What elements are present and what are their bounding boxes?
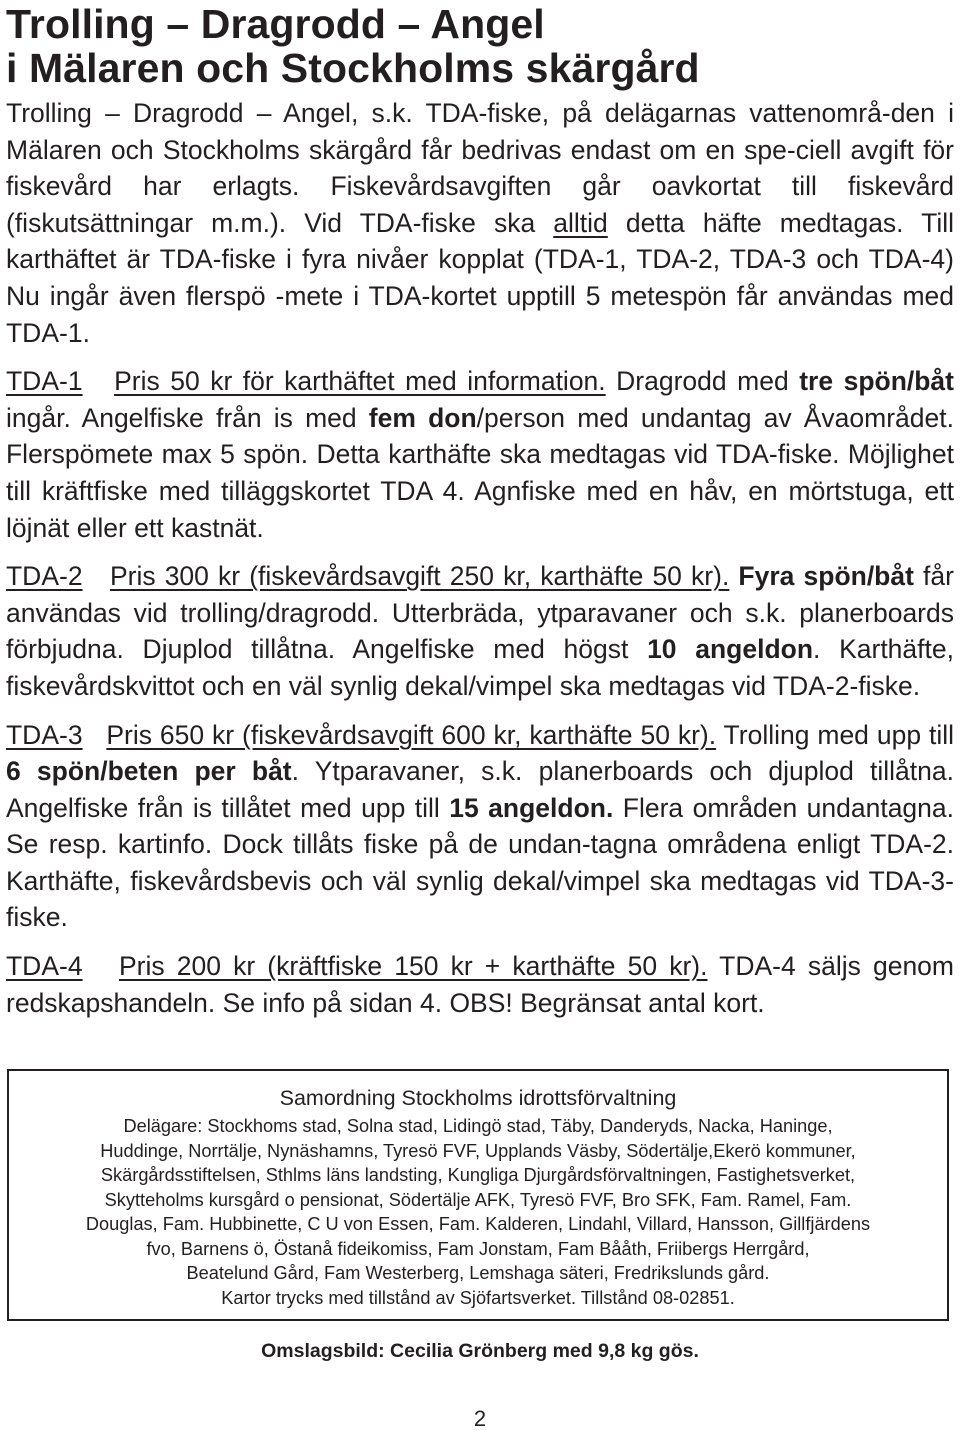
box-line: Kartor trycks med tillstånd av Sjöfartsverket. Tillstånd 08-02851. bbox=[221, 1287, 735, 1308]
alltid-emphasis: alltid bbox=[553, 207, 608, 238]
tda4-label: TDA-4 bbox=[6, 951, 83, 982]
tda3-text-3: Flera områden undantagna. Se resp. kartinfo. Dock tillåts fiske på de undan-tagna områdena enligt TDA-2. Karthäfte, fiskevårdsbevis och väl synlig dekal/vimpel ska medtagas vid TDA-3-fiske. bbox=[6, 792, 955, 933]
tda1-price: Pris 50 kr för karthäftet med information. bbox=[114, 366, 606, 397]
tda2-paragraph bbox=[6, 558, 954, 704]
title-line-1: Trolling – Dragrodd – Angel bbox=[6, 1, 545, 47]
box-line: Douglas, Fam. Hubbinette, C U von Essen, Fam. Kalderen, Lindahl, Villard, Hansson, Gillfjärdens bbox=[85, 1214, 871, 1234]
tda3-paragraph bbox=[6, 717, 954, 937]
tda2-price: Pris 300 kr (fiskevårdsavgift 250 kr, karthäfte 50 kr). bbox=[109, 561, 730, 592]
title-line-2: i Mälaren och Stockholms skärgård bbox=[6, 45, 700, 91]
intro-paragraph bbox=[6, 95, 954, 351]
tda3-price: Pris 650 kr (fiskevårdsavgift 600 kr, karthäfte 50 kr). bbox=[106, 719, 717, 750]
tda3-text-1: Trolling med upp till bbox=[716, 719, 954, 750]
box-line: fvo, Barnens ö, Östanå fideikomiss, Fam Jonstam, Fam Bååth, Friibergs Herrgård, bbox=[146, 1238, 810, 1259]
cover-credit: Omslagsbild: Cecilia Grönberg med 9,8 kg gös. bbox=[261, 1340, 699, 1362]
document-page bbox=[6, 0, 954, 1021]
tda4-price: Pris 200 kr (kräftfiske 150 kr + karthäfte 50 kr). bbox=[118, 951, 708, 982]
coordination-box bbox=[7, 1069, 949, 1321]
box-line: Beatelund Gård, Fam Westerberg, Lemshaga säteri, Fredrikslunds gård. bbox=[186, 1263, 770, 1283]
tda4-text-1: TDA-4 säljs genom redskapshandeln. Se info på sidan 4. OBS! Begränsat antal kort. bbox=[6, 951, 954, 1018]
box-line: Skärgårdsstiftelsen, Sthlms läns landsting, Kungliga Djurgårdsförvaltningen, Fastighetsverket, bbox=[100, 1165, 856, 1185]
tda1-text-1: Dragrodd med bbox=[605, 366, 800, 397]
tda3-label: TDA-3 bbox=[6, 719, 83, 750]
tda1-text-2: ingår. Angelfiske från is med bbox=[6, 402, 369, 433]
tda1-paragraph bbox=[6, 363, 954, 546]
tda3-bold-1: 6 spön/beten per båt bbox=[6, 756, 292, 787]
box-heading: Samordning Stockholms idrottsförvaltning bbox=[279, 1086, 677, 1110]
box-line: Skytteholms kursgård o pensionat, Södertälje AFK, Tyresö FVF, Bro SFK, Fam. Ramel, Fam. bbox=[104, 1189, 852, 1210]
tda1-bold-2: fem don bbox=[368, 402, 477, 433]
tda1-text-3: /person med undantag av Åvaområdet. Flerspömete max 5 spön. Detta karthäfte ska medtagas vid TDA-fiske. Möjlighet till kräftfiske med tilläggskortet TDA 4. Agnfiske med en håv, en mörtstuga, ett löjnät eller ett kastnät. bbox=[6, 402, 954, 543]
box-line: Huddinge, Norrtälje, Nynäshamns, Tyresö FVF, Upplands Väsby, Södertälje,Ekerö kommuner, bbox=[100, 1140, 856, 1161]
page-number: 2 bbox=[473, 1406, 487, 1431]
box-body bbox=[9, 1114, 947, 1310]
intro-text-2: detta häfte medtagas. Till karthäftet är TDA-fiske i fyra nivåer kopplat (TDA-1, TDA-2, TDA-3 och TDA-4) Nu ingår även flerspö -mete i TDA-kortet upptill 5 metespön får användas med TDA-1. bbox=[6, 207, 954, 348]
intro-text-1: Trolling – Dragrodd – Angel, s.k. TDA-fiske, på delägarnas vattenområ-den i Mälaren och Stockholms skärgård får bedrivas endast om en spe-ciell avgift för fiskevård har erlagts. Fiskevårdsavgiften går oavkortat till fiskevård (fiskutsättningar m.m.). Vid TDA-fiske ska bbox=[6, 98, 954, 238]
tda3-text-2: . Ytparavaner, s.k. planerboards och djuplod tillåtna. Angelfiske från is tillåtet med upp till bbox=[6, 756, 954, 823]
tda4-paragraph bbox=[6, 948, 954, 1021]
tda2-bold-1: Fyra spön/båt bbox=[729, 561, 914, 592]
tda2-bold-2: 10 angeldon bbox=[647, 634, 814, 665]
tda3-bold-2: 15 angeldon. bbox=[449, 792, 614, 823]
tda1-bold-1: tre spön/båt bbox=[799, 366, 954, 397]
tda1-label: TDA-1 bbox=[6, 366, 83, 397]
tda2-text-2: . Karthäfte, fiskevårdskvittot och en väl synlig dekal/vimpel ska medtagas vid TDA-2-fiske. bbox=[6, 634, 954, 701]
page-title bbox=[6, 0, 954, 90]
tda2-text-1: får användas vid trolling/dragrodd. Utterbräda, ytparavaner och s.k. planerboards förbjudna. Djuplod tillåtna. Angelfiske med högst bbox=[6, 561, 954, 665]
box-line: Delägare: Stockhoms stad, Solna stad, Lidingö stad, Täby, Danderyds, Nacka, Haninge, bbox=[123, 1116, 833, 1136]
tda2-label: TDA-2 bbox=[6, 561, 83, 592]
